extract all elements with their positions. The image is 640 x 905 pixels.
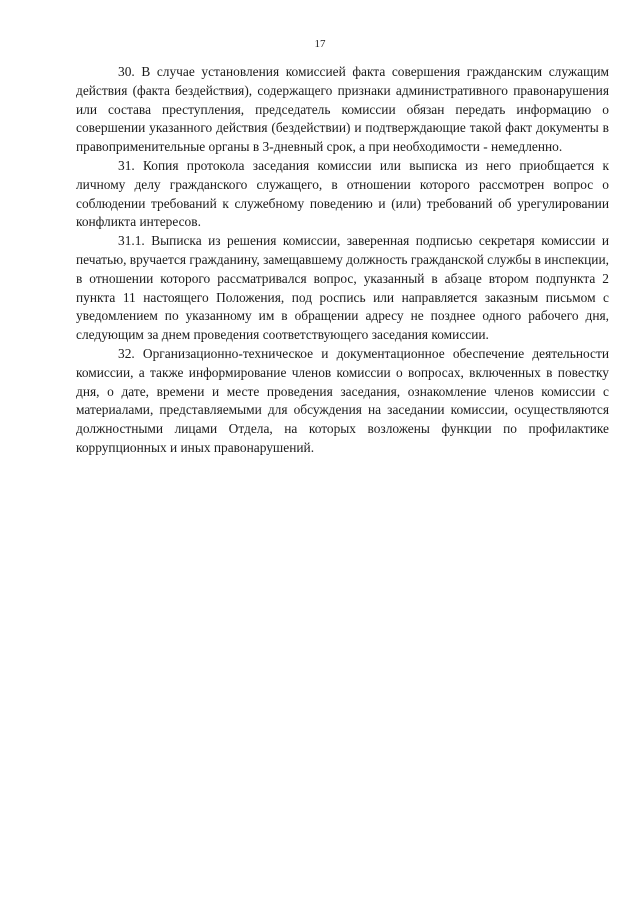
paragraph-31: 31. Копия протокола заседания комиссии или выписка из него приобщается к личному делу гражданского служащего, в отношении которого рассмотрен вопрос о соблюдении требований к служебному поведению и (или) требований об урегулировании конфликта интересов. xyxy=(76,157,609,230)
paragraph-32: 32. Организационно-техническое и документационное обеспечение деятельности комиссии, а также информирование членов комиссии о вопросах, включенных в повестку дня, о дате, времени и месте проведения заседания, ознакомление членов комиссии с материалами, представляемыми для обсуждения на заседании комиссии, осуществляются должностными лицами Отдела, на которых возложены функции по профилактике коррупционных и иных правонарушений. xyxy=(76,345,609,455)
page-number: 17 xyxy=(314,38,326,50)
paragraph-30: 30. В случае установления комиссией факта совершения гражданским служащим действия (факта бездействия), содержащего признаки административного правонарушения или состава преступления, председатель комиссии обязан передать информацию о совершении указанного действия (бездействии) и подтверждающие такой факт документы в правоприменительные органы в 3-дневный срок, а при необходимости - немедленно. xyxy=(76,64,609,155)
paragraph-31-1: 31.1. Выписка из решения комиссии, заверенная подписью секретаря комиссии и печатью, вручается гражданину, замещавшему должность гражданской службы в инспекции, в отношении которого рассматривался вопрос, указанный в абзаце втором подпункта 2 пункта 11 настоящего Положения, под роспись или направляется заказным письмом с уведомлением по указанному им в обращении адресу не позднее одного рабочего дня, следующим за днем проведения соответствующего заседания комиссии. xyxy=(76,233,609,343)
document-body xyxy=(76,63,609,458)
